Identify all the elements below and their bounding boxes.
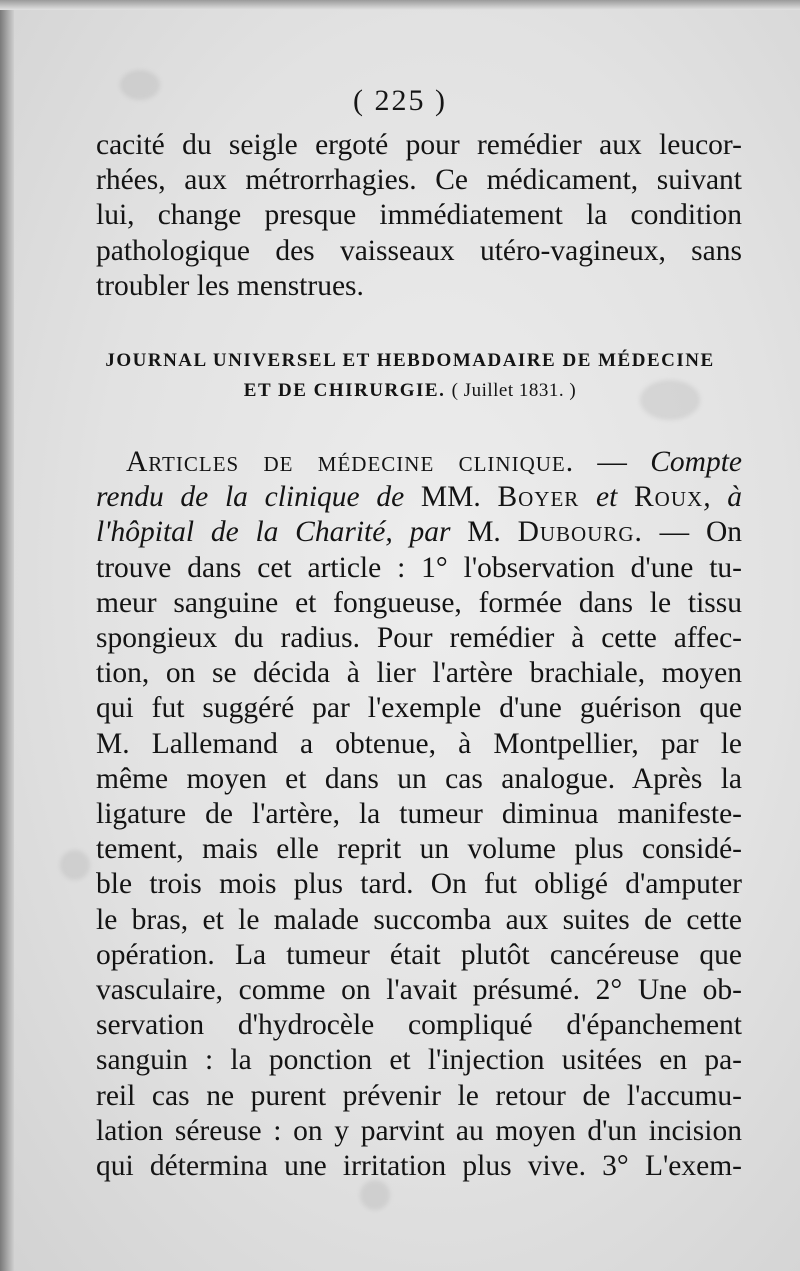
text-line: le bras, et le malade succomba aux suites de cette xyxy=(96,903,742,936)
compte-text: Compte xyxy=(650,446,743,478)
text-line: tement, mais elle reprit un volume plus considé- xyxy=(96,833,742,866)
article-heading: Articles de médecine clinique. xyxy=(126,446,575,478)
author-dubourg: Dubourg. xyxy=(517,516,643,549)
text-line: lui, change presque immédiatement la condition xyxy=(96,199,742,232)
journal-date: ( Juillet 1831. ) xyxy=(451,380,577,401)
text-line: servation d'hydrocèle compliqué d'épanchement xyxy=(96,1009,742,1042)
text-line: lation séreuse : on y parvint au moyen d'un incision xyxy=(96,1114,742,1147)
comma-a-text: , à xyxy=(703,481,743,514)
text-line: sanguin : la ponction et l'injection usitées en pa- xyxy=(96,1044,742,1077)
text-line: pathologique des vaisseaux utéro-vagineux, sans xyxy=(96,234,742,267)
author-boyer: Boyer xyxy=(497,481,580,514)
text-line: trouve dans cet article : 1° l'observation d'une tu- xyxy=(96,551,742,584)
dash: — xyxy=(574,446,651,478)
article-heading-line xyxy=(96,445,742,480)
text-line: meur sanguine et fongueuse, formée dans le tissu xyxy=(96,586,742,619)
text-line: vasculaire, comme on l'avait présumé. 2° Une ob- xyxy=(96,974,742,1007)
text-line: opération. La tumeur était plutôt cancéreuse que xyxy=(96,938,742,971)
intro-paragraph xyxy=(96,128,742,304)
text-line xyxy=(96,515,742,550)
text-line: même moyen et dans un cas analogue. Après la xyxy=(96,762,742,795)
par-text: , par xyxy=(385,516,451,549)
page-gutter-shadow xyxy=(0,0,14,1271)
text-line: troubler les menstrues. xyxy=(96,269,364,302)
hopital-text: l'hôpital de la Charité xyxy=(96,516,386,549)
text-line: reil cas ne purent prévenir le retour de l'accumu- xyxy=(96,1079,742,1112)
paper-stain xyxy=(60,850,90,880)
mm-text: MM. xyxy=(404,481,498,514)
et-text: et xyxy=(579,481,634,514)
text-line: cacité du seigle ergoté pour remédier aux leucor- xyxy=(96,129,742,161)
rendu-text: rendu de la clinique de xyxy=(96,481,405,514)
text-line xyxy=(96,480,742,515)
text-line: rhées, aux métrorrhagies. Ce médicament, suivant xyxy=(96,164,742,197)
paper-stain xyxy=(360,1180,390,1210)
text-line: qui fut suggéré par l'exemple d'une guérison que xyxy=(96,692,742,725)
text-line: qui détermina une irritation plus vive. 3° L'exem- xyxy=(96,1150,742,1183)
text-line: spongieux du radius. Pour remédier à cette affec- xyxy=(96,622,742,655)
page-top-shadow xyxy=(0,0,800,10)
m-text: M. xyxy=(450,516,518,549)
page-number: ( 225 ) xyxy=(353,84,447,117)
text-line: ble trois mois plus tard. On fut obligé d'amputer xyxy=(96,868,742,901)
text-line: tion, on se décida à lier l'artère brachiale, moyen xyxy=(96,657,742,690)
article-paragraph xyxy=(96,445,742,1184)
journal-title-line-1: JOURNAL UNIVERSEL ET HEBDOMADAIRE DE MÉDECINE xyxy=(105,350,715,371)
journal-title-line-2 xyxy=(80,376,740,406)
author-roux: Roux xyxy=(634,481,704,514)
dash-on-text: — On xyxy=(642,516,742,549)
journal-title-end: ET DE CHIRURGIE. xyxy=(243,380,446,401)
text-line: M. Lallemand a obtenue, à Montpellier, par le xyxy=(96,727,742,760)
journal-heading xyxy=(80,346,740,406)
text-line: ligature de l'artère, la tumeur diminua manifeste- xyxy=(96,798,742,831)
